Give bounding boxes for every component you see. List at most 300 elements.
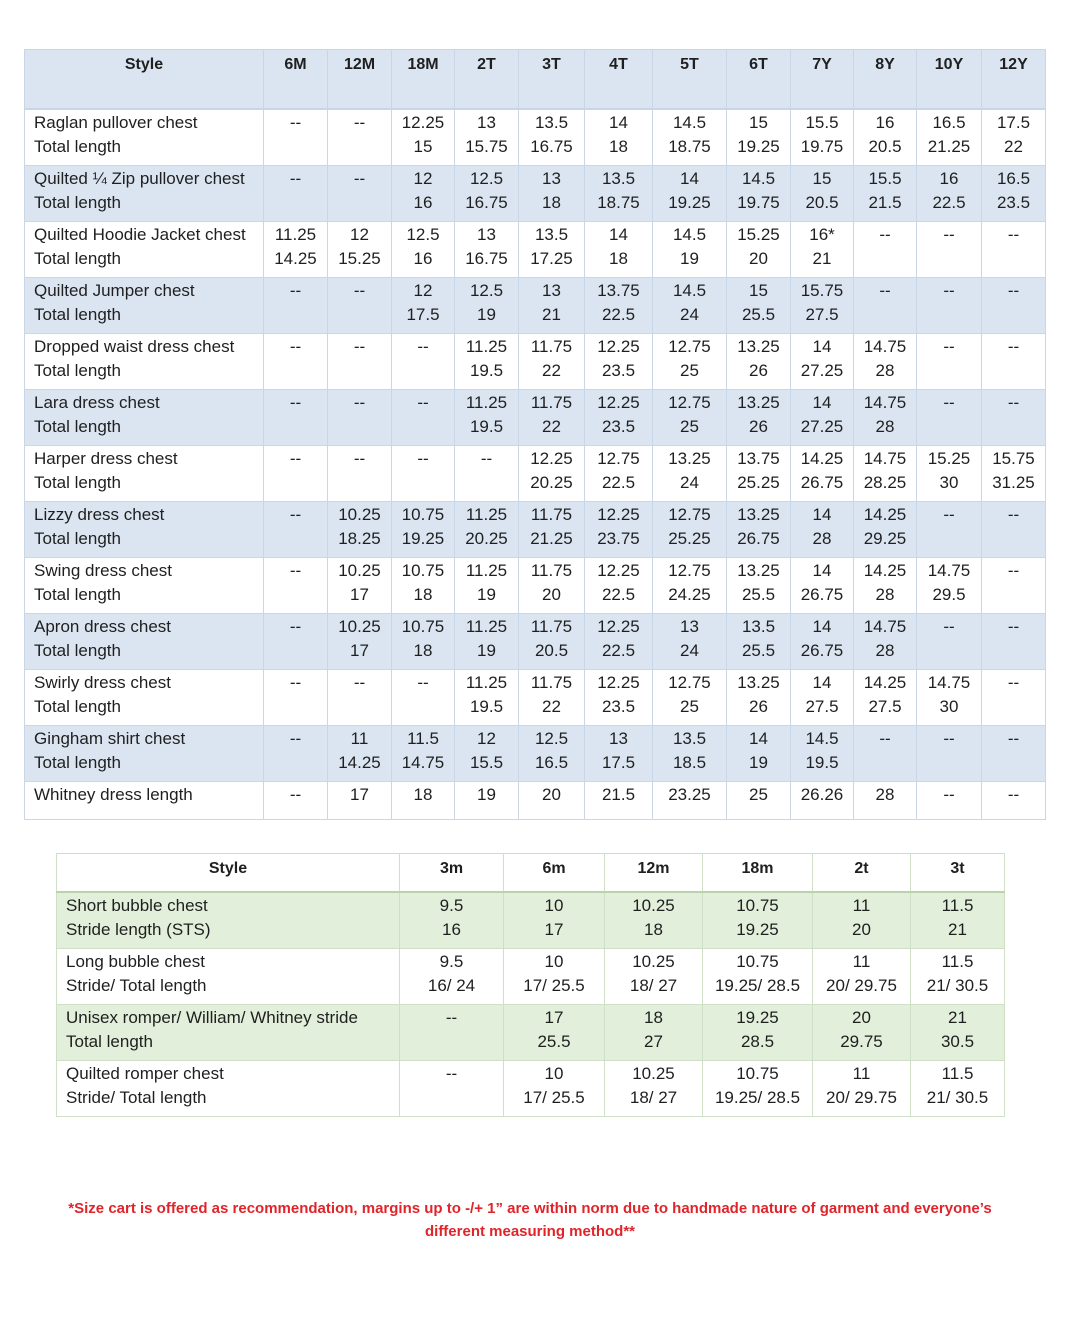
measurement-secondary: 20	[542, 584, 561, 604]
style-name-cell	[25, 109, 264, 165]
measurement-cell	[791, 669, 854, 725]
measurement-primary: --	[879, 280, 891, 300]
measurement-primary: 13	[609, 728, 628, 748]
measurement-cell	[982, 725, 1046, 781]
measurement-cell	[813, 948, 911, 1004]
measurement-cell	[982, 613, 1046, 669]
measurement-cell	[328, 165, 392, 221]
measurement-cell	[791, 109, 854, 165]
measurement-secondary: 20.5	[534, 640, 569, 660]
measurement-cell	[605, 1060, 703, 1116]
measurement-primary: 14.75	[863, 616, 907, 636]
measurement-primary: 14	[812, 560, 832, 580]
measurement-cell	[328, 501, 392, 557]
measurement-secondary: 16.75	[465, 192, 508, 212]
measurement-cell	[264, 165, 328, 221]
measurement-cell	[455, 781, 519, 819]
measurement-primary: --	[1007, 392, 1020, 412]
measurement-cell	[813, 1004, 911, 1060]
measurement-primary: 14	[609, 224, 628, 244]
measurement-cell	[504, 1004, 605, 1060]
measurement-secondary: 20/ 29.75	[826, 1087, 897, 1107]
column-header-size: 6T	[727, 50, 791, 110]
measurement-secondary: 27.5	[868, 696, 902, 716]
measurement-primary: 18	[413, 784, 433, 804]
style-name-cell	[57, 892, 400, 948]
measurement-cell	[328, 109, 392, 165]
measurement-primary: --	[1007, 504, 1020, 524]
measurement-cell	[653, 557, 727, 613]
measurement-secondary: 19.25	[736, 920, 779, 939]
measurement-secondary: 18	[413, 584, 433, 604]
size-chart-disclaimer	[30, 1197, 1030, 1243]
measurement-secondary: 19.5	[805, 752, 839, 772]
measurement-primary: --	[353, 280, 366, 300]
baby-size-chart-table	[56, 853, 1005, 1117]
style-name-cell	[25, 557, 264, 613]
measurement-cell	[653, 501, 727, 557]
measurement-secondary: 18	[413, 640, 433, 660]
measurement-cell	[982, 333, 1046, 389]
measurement-secondary: 21	[542, 304, 561, 324]
measurement-cell	[328, 781, 392, 819]
measurement-primary: 12.25	[597, 336, 640, 356]
table-row	[25, 557, 1046, 613]
measurement-primary: 13.5	[534, 224, 569, 244]
measurement-cell	[519, 501, 585, 557]
measurement-secondary: 18/ 27	[629, 975, 678, 995]
measurement-label: Total length	[34, 304, 121, 324]
style-name: Harper dress chest	[34, 448, 178, 468]
measurement-primary: 11.5	[941, 951, 974, 971]
measurement-primary: 9.5	[439, 951, 464, 971]
measurement-primary: 18	[644, 1007, 663, 1027]
measurement-secondary: 27.25	[800, 416, 844, 436]
measurement-secondary: 18.75	[597, 192, 640, 212]
measurement-cell	[328, 277, 392, 333]
measurement-primary: 14.25	[800, 448, 844, 468]
measurement-label: Stride length (STS)	[66, 920, 211, 939]
table-row	[25, 501, 1046, 557]
measurement-label: Total length	[34, 752, 121, 772]
measurement-cell	[727, 445, 791, 501]
style-name-cell	[25, 221, 264, 277]
measurement-primary: 15.75	[992, 448, 1035, 468]
measurement-secondary: 25	[680, 360, 699, 380]
measurement-cell	[727, 557, 791, 613]
measurement-cell	[854, 165, 917, 221]
measurement-secondary: 19	[749, 752, 768, 772]
measurement-secondary: 19.5	[469, 696, 504, 716]
measurement-primary: 10.25	[632, 951, 675, 971]
column-header-size: 12m	[605, 854, 703, 893]
measurement-primary: --	[417, 336, 429, 356]
measurement-secondary: 25	[680, 696, 699, 716]
measurement-primary: 11.25	[465, 504, 508, 524]
measurement-cell	[519, 221, 585, 277]
table-row	[57, 1004, 1005, 1060]
measurement-secondary: 20.25	[465, 528, 508, 548]
measurement-primary: 12.25	[597, 560, 640, 580]
measurement-cell	[455, 557, 519, 613]
measurement-secondary: 23.5	[601, 696, 636, 716]
measurement-cell	[653, 165, 727, 221]
measurement-primary: 11	[852, 1063, 871, 1083]
measurement-primary: 17.5	[996, 113, 1031, 132]
measurement-primary: --	[289, 616, 302, 636]
column-header-size: 12Y	[982, 50, 1046, 110]
measurement-secondary: 16	[442, 920, 461, 939]
measurement-secondary: 19.25	[401, 528, 445, 548]
measurement-cell	[400, 892, 504, 948]
style-name: Quilted ¼ Zip pullover chest	[34, 168, 245, 188]
measurement-primary: 15	[812, 168, 832, 188]
measurement-cell	[854, 445, 917, 501]
measurement-primary: 12	[477, 728, 496, 748]
measurement-secondary: 23.75	[597, 528, 640, 548]
measurement-cell	[519, 109, 585, 165]
measurement-label: Total length	[34, 137, 121, 156]
measurement-primary: 10.75	[401, 504, 445, 524]
measurement-cell	[917, 389, 982, 445]
measurement-cell	[653, 613, 727, 669]
measurement-secondary: 19.25/ 28.5	[714, 975, 801, 995]
measurement-cell	[653, 725, 727, 781]
measurement-cell	[585, 109, 653, 165]
measurement-secondary: 26.75	[737, 528, 780, 548]
measurement-secondary: 22.5	[932, 192, 966, 212]
measurement-secondary: 21.25	[530, 528, 573, 548]
measurement-cell	[392, 669, 455, 725]
measurement-cell	[328, 445, 392, 501]
measurement-primary: --	[1007, 672, 1020, 692]
measurement-label: Total length	[34, 528, 121, 548]
measurement-secondary: 19	[477, 304, 496, 324]
measurement-cell	[917, 501, 982, 557]
measurement-secondary: 22.5	[601, 640, 636, 660]
measurement-cell	[982, 165, 1046, 221]
measurement-secondary: 21/ 30.5	[926, 975, 989, 995]
measurement-primary: --	[1007, 224, 1020, 244]
style-name: Swirly dress chest	[34, 672, 171, 692]
measurement-label: Total length	[34, 360, 121, 380]
measurement-cell	[791, 277, 854, 333]
measurement-primary: 15.5	[868, 168, 902, 188]
style-name: Quilted Jumper chest	[34, 280, 195, 300]
style-name: Short bubble chest	[66, 896, 208, 915]
measurement-primary: 14.5	[805, 728, 839, 748]
measurement-secondary: 22	[542, 360, 561, 380]
measurement-primary: 14	[812, 336, 832, 356]
measurement-primary: 21	[948, 1007, 967, 1027]
measurement-secondary: 26	[749, 696, 768, 716]
measurement-primary: 14.25	[863, 672, 907, 692]
measurement-primary: --	[879, 224, 891, 244]
measurement-secondary: 25.25	[668, 528, 711, 548]
measurement-primary: 11.25	[465, 336, 508, 356]
measurement-primary: --	[353, 392, 366, 412]
measurement-secondary: 25.5	[741, 640, 776, 660]
measurement-cell	[455, 725, 519, 781]
measurement-cell	[455, 501, 519, 557]
measurement-primary: 10.75	[736, 951, 779, 971]
measurement-cell	[727, 165, 791, 221]
table-row	[25, 277, 1046, 333]
measurement-secondary: 19.5	[469, 360, 504, 380]
measurement-primary: 12.5	[406, 224, 440, 244]
measurement-primary: 12.75	[597, 448, 640, 468]
measurement-secondary: 19.25	[737, 137, 780, 156]
measurement-primary: --	[289, 392, 302, 412]
measurement-cell	[392, 445, 455, 501]
measurement-cell	[264, 725, 328, 781]
measurement-primary: 16*	[809, 224, 835, 244]
table-row	[57, 1060, 1005, 1116]
table-row	[25, 109, 1046, 165]
measurement-primary: 17	[544, 1007, 564, 1027]
measurement-secondary: 24.25	[668, 584, 711, 604]
measurement-primary: 14.25	[863, 560, 907, 580]
measurement-secondary: 22	[542, 416, 561, 436]
measurement-cell	[392, 389, 455, 445]
measurement-primary: 14.75	[927, 560, 971, 580]
measurement-cell	[791, 501, 854, 557]
measurement-cell	[455, 445, 519, 501]
measurement-label: Stride/ Total length	[66, 1087, 207, 1107]
measurement-primary: 11.75	[530, 392, 573, 412]
style-name-cell	[25, 445, 264, 501]
measurement-cell	[982, 557, 1046, 613]
measurement-primary: 11.75	[530, 560, 573, 580]
measurement-secondary: 22	[542, 696, 561, 716]
measurement-secondary: 30	[939, 472, 959, 492]
measurement-primary: 11.75	[530, 616, 573, 636]
measurement-secondary: 14.75	[401, 752, 445, 772]
measurement-cell	[917, 557, 982, 613]
measurement-primary: 10.25	[632, 1063, 675, 1083]
column-header-size: 8Y	[854, 50, 917, 110]
measurement-primary: 10	[544, 1063, 564, 1083]
measurement-cell	[455, 613, 519, 669]
measurement-primary: --	[1007, 728, 1020, 748]
measurement-primary: 14	[609, 113, 628, 132]
measurement-primary: 15.75	[800, 280, 844, 300]
measurement-secondary: 29.25	[863, 528, 907, 548]
measurement-primary: --	[353, 448, 366, 468]
measurement-cell	[328, 221, 392, 277]
table-row	[25, 165, 1046, 221]
measurement-cell	[392, 501, 455, 557]
measurement-secondary: 20.5	[868, 137, 902, 156]
style-name-cell	[25, 333, 264, 389]
measurement-primary: 10	[544, 951, 564, 971]
measurement-secondary: 21.25	[927, 137, 971, 156]
measurement-secondary: 19.25/ 28.5	[714, 1087, 801, 1107]
measurement-primary: 10.25	[632, 896, 675, 915]
style-name: Long bubble chest	[66, 951, 205, 971]
measurement-primary: --	[289, 504, 302, 524]
table-row	[25, 669, 1046, 725]
style-name: Lara dress chest	[34, 392, 160, 412]
measurement-secondary: 21	[948, 920, 967, 939]
measurement-cell	[727, 613, 791, 669]
measurement-cell	[264, 557, 328, 613]
measurement-secondary: 26.75	[800, 640, 844, 660]
measurement-cell	[455, 277, 519, 333]
measurement-secondary: 16/ 24	[427, 975, 476, 995]
measurement-secondary: 23.5	[601, 416, 636, 436]
measurement-cell	[791, 445, 854, 501]
measurement-primary: --	[353, 168, 366, 188]
measurement-cell	[455, 109, 519, 165]
measurement-secondary: 26	[749, 416, 768, 436]
measurement-cell	[585, 725, 653, 781]
column-header-size: 3T	[519, 50, 585, 110]
measurement-cell	[854, 109, 917, 165]
measurement-primary: 21.5	[601, 784, 636, 804]
measurement-secondary: 25.25	[737, 472, 780, 492]
measurement-primary: --	[1007, 616, 1020, 636]
table-row	[25, 333, 1046, 389]
measurement-primary: --	[943, 784, 955, 804]
measurement-secondary: 23.5	[996, 192, 1031, 212]
measurement-cell	[264, 333, 328, 389]
measurement-secondary: 30.5	[940, 1031, 975, 1051]
column-header-size: 10Y	[917, 50, 982, 110]
measurement-cell	[519, 557, 585, 613]
measurement-cell	[328, 333, 392, 389]
measurement-secondary: 19.5	[469, 416, 504, 436]
measurement-primary: 11.5	[407, 728, 439, 748]
measurement-primary: 14.5	[672, 113, 707, 132]
measurement-secondary: 16.75	[530, 137, 573, 156]
measurement-secondary: 17.25	[530, 248, 573, 268]
measurement-primary: 11.25	[465, 560, 508, 580]
measurement-primary: 15.25	[737, 224, 780, 244]
measurement-primary: 11	[852, 951, 871, 971]
measurement-cell	[585, 669, 653, 725]
measurement-cell	[585, 613, 653, 669]
disclaimer-line-1: *Size cart is offered as recommendation, margins up to -/+ 1” are within norm due to handmade nature of garment and everyone’s	[68, 1200, 992, 1217]
measurement-primary: 10.75	[401, 616, 445, 636]
measurement-cell	[504, 1060, 605, 1116]
measurement-primary: 15	[749, 280, 768, 300]
measurement-primary: 13.5	[601, 168, 636, 188]
measurement-primary: 16.5	[932, 113, 966, 132]
measurement-primary: --	[1007, 784, 1020, 804]
measurement-cell	[653, 221, 727, 277]
column-header-size: 18m	[703, 854, 813, 893]
measurement-cell	[791, 221, 854, 277]
column-header-size: 6m	[504, 854, 605, 893]
measurement-cell	[455, 165, 519, 221]
measurement-primary: 11.5	[941, 1063, 974, 1083]
measurement-label: Total length	[34, 472, 121, 492]
measurement-secondary: 20	[852, 920, 871, 939]
measurement-cell	[455, 221, 519, 277]
measurement-cell	[791, 333, 854, 389]
measurement-cell	[703, 892, 813, 948]
measurement-primary: 11.25	[465, 616, 508, 636]
measurement-primary: --	[445, 1063, 458, 1083]
measurement-primary: 13.25	[737, 504, 780, 524]
measurement-primary: 10.25	[338, 560, 381, 580]
measurement-cell	[653, 277, 727, 333]
measurement-primary: 23.25	[668, 784, 711, 804]
measurement-cell	[917, 165, 982, 221]
measurement-primary: 13.5	[534, 113, 569, 132]
measurement-secondary: 25.5	[537, 1031, 571, 1051]
style-name-cell	[25, 277, 264, 333]
measurement-primary: 11.75	[530, 336, 573, 356]
style-name-cell	[25, 165, 264, 221]
measurement-cell	[911, 1060, 1005, 1116]
measurement-secondary: 19.75	[737, 192, 780, 212]
measurement-secondary: 19	[680, 248, 699, 268]
measurement-cell	[653, 669, 727, 725]
measurement-cell	[328, 389, 392, 445]
measurement-primary: --	[943, 616, 955, 636]
measurement-cell	[727, 221, 791, 277]
measurement-label: Total length	[34, 248, 121, 268]
measurement-primary: --	[1007, 336, 1020, 356]
measurement-cell	[585, 501, 653, 557]
measurement-cell	[605, 892, 703, 948]
measurement-secondary: 26	[749, 360, 768, 380]
measurement-cell	[264, 221, 328, 277]
measurement-cell	[854, 221, 917, 277]
measurement-secondary: 30	[939, 696, 959, 716]
measurement-cell	[400, 948, 504, 1004]
measurement-secondary: 22.5	[601, 584, 636, 604]
measurement-cell	[791, 165, 854, 221]
measurement-primary: 11.5	[941, 896, 974, 915]
style-name: Apron dress chest	[34, 616, 172, 636]
measurement-cell	[982, 669, 1046, 725]
measurement-cell	[653, 333, 727, 389]
measurement-primary: 10.25	[338, 504, 381, 524]
measurement-cell	[392, 613, 455, 669]
measurement-primary: --	[943, 504, 955, 524]
style-name-cell	[25, 781, 264, 819]
measurement-cell	[585, 781, 653, 819]
column-header-size: 2t	[813, 854, 911, 893]
measurement-primary: 14	[812, 672, 832, 692]
measurement-primary: 14	[680, 168, 699, 188]
measurement-secondary: 28	[875, 584, 895, 604]
measurement-cell	[519, 445, 585, 501]
measurement-secondary: 24	[680, 472, 699, 492]
measurement-primary: 25	[749, 784, 768, 804]
measurement-primary: 14	[812, 616, 832, 636]
measurement-primary: 12.75	[668, 504, 711, 524]
measurement-secondary: 25.5	[741, 304, 776, 324]
measurement-secondary: 19	[477, 584, 496, 604]
column-header-size: 3m	[400, 854, 504, 893]
style-name: Gingham shirt chest	[34, 728, 186, 748]
measurement-secondary: 17.5	[406, 304, 440, 324]
measurement-cell	[392, 781, 455, 819]
measurement-primary: 13.25	[668, 448, 711, 468]
measurement-primary: 9.5	[439, 896, 464, 915]
measurement-cell	[791, 389, 854, 445]
measurement-secondary: 17	[350, 584, 369, 604]
measurement-secondary: 17.5	[601, 752, 636, 772]
measurement-cell	[854, 277, 917, 333]
measurement-cell	[328, 613, 392, 669]
measurement-label: Total length	[34, 192, 121, 212]
measurement-secondary: 28	[875, 640, 895, 660]
